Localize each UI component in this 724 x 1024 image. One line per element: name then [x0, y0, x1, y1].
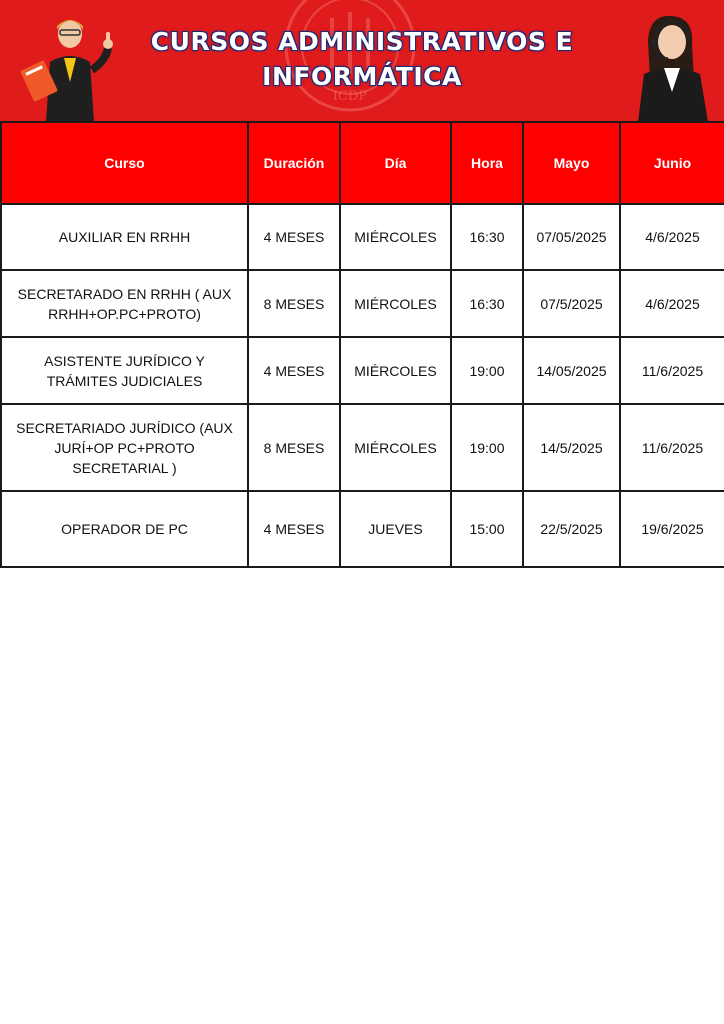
duration-cell: 4 MESES — [248, 491, 340, 567]
column-header-mayo: Mayo — [523, 122, 620, 204]
june-date-cell: 4/6/2025 — [620, 204, 724, 270]
may-date-cell: 14/05/2025 — [523, 337, 620, 404]
time-cell: 16:30 — [451, 204, 523, 270]
column-header-dia: Día — [340, 122, 451, 204]
may-date-cell: 07/05/2025 — [523, 204, 620, 270]
time-cell: 19:00 — [451, 404, 523, 491]
header-banner — [0, 0, 724, 121]
course-name-cell: SECRETARIADO JURÍDICO (AUX JURÍ+OP PC+PROTO SECRETARIAL ) — [1, 404, 248, 491]
call-center-agent-illustration — [628, 10, 712, 121]
june-date-cell: 19/6/2025 — [620, 491, 724, 567]
time-cell: 16:30 — [451, 270, 523, 337]
june-date-cell: 4/6/2025 — [620, 270, 724, 337]
course-name-cell: OPERADOR DE PC — [1, 491, 248, 567]
may-date-cell: 14/5/2025 — [523, 404, 620, 491]
time-cell: 19:00 — [451, 337, 523, 404]
title-line-2: INFORMÁTICA — [262, 62, 462, 91]
day-cell: MIÉRCOLES — [340, 337, 451, 404]
course-schedule-table — [0, 121, 724, 568]
course-name-cell: ASISTENTE JURÍDICO Y TRÁMITES JUDICIALES — [1, 337, 248, 404]
course-name-cell: AUXILIAR EN RRHH — [1, 204, 248, 270]
column-header-duracion: Duración — [248, 122, 340, 204]
table-row — [1, 337, 724, 404]
column-header-hora: Hora — [451, 122, 523, 204]
duration-cell: 4 MESES — [248, 204, 340, 270]
table-row — [1, 270, 724, 337]
column-header-curso: Curso — [1, 122, 248, 204]
june-date-cell: 11/6/2025 — [620, 404, 724, 491]
table-header-row — [1, 122, 724, 204]
duration-cell: 4 MESES — [248, 337, 340, 404]
table-row — [1, 204, 724, 270]
table-row — [1, 404, 724, 491]
title-line-1: CURSOS ADMINISTRATIVOS E — [150, 27, 574, 56]
watermark-text: ICDP — [332, 89, 368, 104]
june-date-cell: 11/6/2025 — [620, 337, 724, 404]
table-row — [1, 491, 724, 567]
may-date-cell: 22/5/2025 — [523, 491, 620, 567]
column-header-junio: Junio — [620, 122, 724, 204]
day-cell: MIÉRCOLES — [340, 404, 451, 491]
page-title — [0, 24, 724, 94]
day-cell: MIÉRCOLES — [340, 270, 451, 337]
time-cell: 15:00 — [451, 491, 523, 567]
may-date-cell: 07/5/2025 — [523, 270, 620, 337]
day-cell: JUEVES — [340, 491, 451, 567]
day-cell: MIÉRCOLES — [340, 204, 451, 270]
course-name-cell: SECRETARADO EN RRHH ( AUX RRHH+OP.PC+PROTO) — [1, 270, 248, 337]
duration-cell: 8 MESES — [248, 270, 340, 337]
duration-cell: 8 MESES — [248, 404, 340, 491]
